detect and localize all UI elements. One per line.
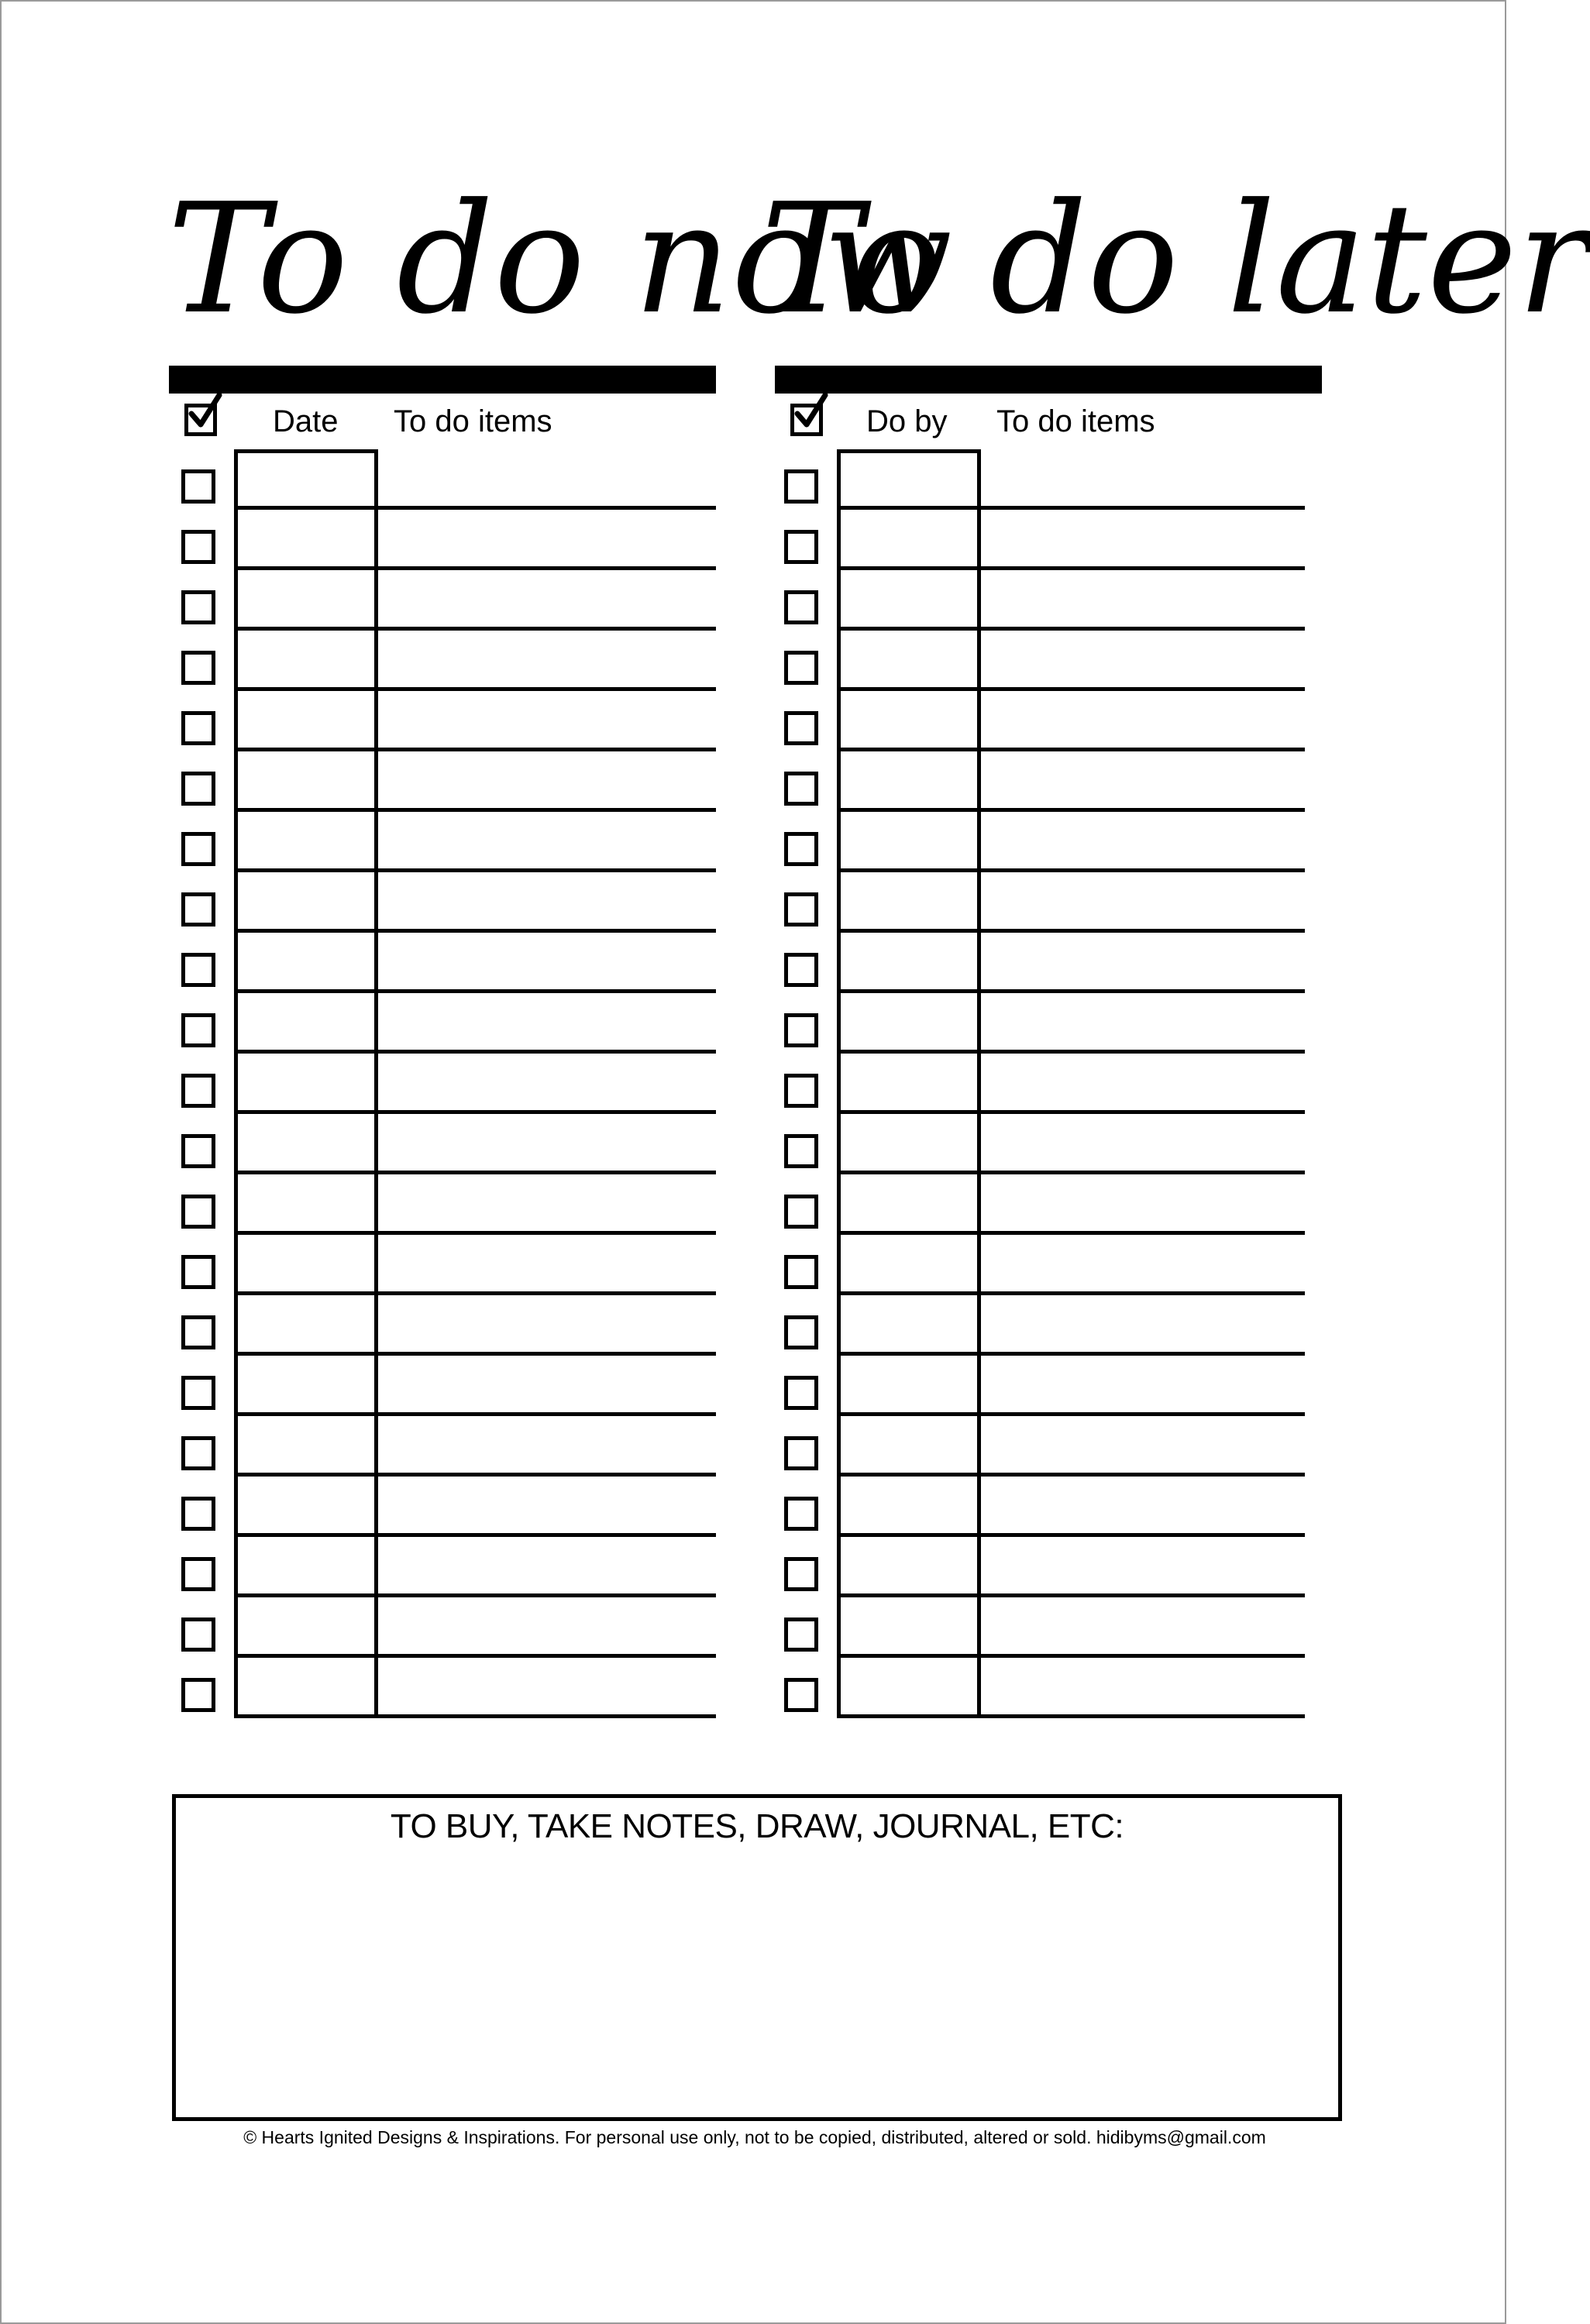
date-cell[interactable] — [837, 631, 981, 691]
item-line[interactable] — [981, 1356, 1305, 1412]
item-line[interactable] — [378, 933, 716, 989]
empty-checkbox-icon[interactable] — [181, 1618, 215, 1652]
empty-checkbox-icon[interactable] — [784, 1618, 818, 1652]
todo-row — [234, 1416, 716, 1477]
date-cell[interactable] — [234, 1597, 378, 1658]
todo-row — [837, 1658, 1305, 1718]
todo-row — [837, 1477, 1305, 1537]
todo-row — [234, 933, 716, 993]
empty-checkbox-icon[interactable] — [784, 1497, 818, 1531]
item-line[interactable] — [981, 691, 1305, 748]
date-cell[interactable] — [234, 1658, 378, 1718]
date-cell[interactable] — [234, 1477, 378, 1537]
date-cell[interactable] — [837, 1658, 981, 1718]
todo-row — [837, 1537, 1305, 1597]
item-line[interactable] — [981, 751, 1305, 808]
todo-row — [837, 1114, 1305, 1174]
date-cell[interactable] — [837, 933, 981, 993]
empty-checkbox-icon[interactable] — [784, 530, 818, 564]
item-line[interactable] — [378, 812, 716, 868]
item-line[interactable] — [378, 691, 716, 748]
item-line[interactable] — [981, 1174, 1305, 1231]
date-cell[interactable] — [234, 872, 378, 933]
date-cell[interactable] — [837, 1477, 981, 1537]
column-header-items: To do items — [996, 404, 1155, 438]
todo-row — [234, 1477, 716, 1537]
item-line[interactable] — [981, 1054, 1305, 1110]
date-cell[interactable] — [837, 872, 981, 933]
item-line[interactable] — [981, 872, 1305, 929]
todo-row — [234, 1356, 716, 1416]
column-header-items: To do items — [394, 404, 552, 438]
date-cell[interactable] — [837, 993, 981, 1054]
date-cell[interactable] — [837, 1295, 981, 1356]
date-cell[interactable] — [837, 449, 981, 510]
empty-checkbox-icon[interactable] — [784, 832, 818, 866]
todo-row — [234, 1054, 716, 1114]
todo-row — [837, 751, 1305, 812]
empty-checkbox-icon[interactable] — [784, 1315, 818, 1349]
date-cell[interactable] — [234, 1295, 378, 1356]
todo-row — [234, 1235, 716, 1295]
empty-checkbox-icon[interactable] — [181, 892, 215, 927]
todo-row — [234, 812, 716, 872]
date-cell[interactable] — [234, 1356, 378, 1416]
item-line[interactable] — [981, 1416, 1305, 1473]
empty-checkbox-icon[interactable] — [181, 1134, 215, 1168]
title-to-do-now: To do now — [167, 171, 953, 348]
todo-row — [837, 1235, 1305, 1295]
todo-row — [837, 449, 1305, 510]
empty-checkbox-icon[interactable] — [181, 1436, 215, 1470]
item-line[interactable] — [981, 1537, 1305, 1593]
item-line[interactable] — [981, 1658, 1305, 1714]
todo-row — [837, 933, 1305, 993]
item-line[interactable] — [378, 449, 716, 506]
empty-checkbox-icon[interactable] — [784, 711, 818, 745]
todo-row — [234, 691, 716, 751]
empty-checkbox-icon[interactable] — [784, 469, 818, 504]
todo-row — [234, 1658, 716, 1718]
column-header-date: Date — [273, 404, 339, 438]
empty-checkbox-icon[interactable] — [181, 469, 215, 504]
item-line[interactable] — [981, 449, 1305, 506]
column-header-do-by: Do by — [866, 404, 948, 438]
item-line[interactable] — [981, 570, 1305, 627]
item-line[interactable] — [378, 993, 716, 1050]
date-cell[interactable] — [837, 751, 981, 812]
item-line[interactable] — [378, 1295, 716, 1352]
item-line[interactable] — [981, 1597, 1305, 1654]
todo-row — [234, 449, 716, 510]
date-cell[interactable] — [837, 1174, 981, 1235]
date-cell[interactable] — [234, 933, 378, 993]
date-cell[interactable] — [234, 1114, 378, 1174]
date-cell[interactable] — [234, 510, 378, 570]
todo-row — [837, 1054, 1305, 1114]
title-underline-bar — [775, 366, 1322, 394]
notes-heading: TO BUY, TAKE NOTES, DRAW, JOURNAL, ETC: — [390, 1807, 1124, 1845]
empty-checkbox-icon[interactable] — [181, 711, 215, 745]
empty-checkbox-icon[interactable] — [784, 1376, 818, 1410]
checked-box-icon — [184, 404, 217, 436]
empty-checkbox-icon[interactable] — [181, 590, 215, 624]
todo-later-list — [837, 449, 1305, 1718]
item-line[interactable] — [378, 751, 716, 808]
date-cell[interactable] — [837, 1537, 981, 1597]
empty-checkbox-icon[interactable] — [784, 1436, 818, 1470]
checked-box-icon — [790, 404, 823, 436]
empty-checkbox-icon[interactable] — [784, 1013, 818, 1047]
todo-row — [234, 751, 716, 812]
empty-checkbox-icon[interactable] — [181, 1678, 215, 1712]
date-cell[interactable] — [837, 1114, 981, 1174]
date-cell[interactable] — [234, 1054, 378, 1114]
empty-checkbox-icon[interactable] — [181, 530, 215, 564]
todo-row — [234, 993, 716, 1054]
date-cell[interactable] — [234, 1537, 378, 1597]
todo-row — [837, 993, 1305, 1054]
date-cell[interactable] — [837, 1235, 981, 1295]
todo-row — [837, 1416, 1305, 1477]
date-cell[interactable] — [234, 1235, 378, 1295]
todo-row — [234, 1537, 716, 1597]
title-to-do-later: To do later — [761, 171, 1590, 348]
todo-row — [234, 1174, 716, 1235]
item-line[interactable] — [981, 631, 1305, 687]
todo-row — [837, 1597, 1305, 1658]
todo-row — [234, 510, 716, 570]
todo-row — [837, 570, 1305, 631]
todo-row — [234, 631, 716, 691]
item-line[interactable] — [981, 1114, 1305, 1171]
empty-checkbox-icon[interactable] — [784, 1255, 818, 1289]
empty-checkbox-icon[interactable] — [181, 953, 215, 987]
todo-row — [234, 872, 716, 933]
date-cell[interactable] — [837, 691, 981, 751]
date-cell[interactable] — [234, 812, 378, 872]
todo-row — [837, 510, 1305, 570]
item-line[interactable] — [378, 1658, 716, 1714]
item-line[interactable] — [378, 570, 716, 627]
date-cell[interactable] — [837, 510, 981, 570]
date-cell[interactable] — [234, 570, 378, 631]
empty-checkbox-icon[interactable] — [784, 953, 818, 987]
empty-checkbox-icon[interactable] — [181, 651, 215, 685]
date-cell[interactable] — [234, 751, 378, 812]
todo-row — [234, 1597, 716, 1658]
todo-row — [837, 1174, 1305, 1235]
item-line[interactable] — [378, 1537, 716, 1593]
date-cell[interactable] — [234, 449, 378, 510]
item-line[interactable] — [981, 1477, 1305, 1533]
item-line[interactable] — [378, 1356, 716, 1412]
empty-checkbox-icon[interactable] — [181, 1074, 215, 1108]
date-cell[interactable] — [234, 631, 378, 691]
todo-row — [837, 1295, 1305, 1356]
empty-checkbox-icon[interactable] — [181, 772, 215, 806]
empty-checkbox-icon[interactable] — [784, 1134, 818, 1168]
empty-checkbox-icon[interactable] — [784, 1557, 818, 1591]
item-line[interactable] — [378, 510, 716, 566]
item-line[interactable] — [378, 1416, 716, 1473]
date-cell[interactable] — [837, 812, 981, 872]
date-cell[interactable] — [837, 570, 981, 631]
title-underline-bar — [169, 366, 716, 394]
date-cell[interactable] — [234, 993, 378, 1054]
item-line[interactable] — [378, 631, 716, 687]
date-cell[interactable] — [234, 691, 378, 751]
item-line[interactable] — [981, 1295, 1305, 1352]
empty-checkbox-icon[interactable] — [784, 1678, 818, 1712]
todo-row — [837, 1356, 1305, 1416]
todo-row — [234, 1295, 716, 1356]
todo-row — [234, 1114, 716, 1174]
notes-box[interactable] — [172, 1794, 1342, 2121]
item-line[interactable] — [378, 1597, 716, 1654]
date-cell[interactable] — [234, 1174, 378, 1235]
item-line[interactable] — [378, 872, 716, 929]
empty-checkbox-icon[interactable] — [784, 892, 818, 927]
date-cell[interactable] — [837, 1356, 981, 1416]
empty-checkbox-icon[interactable] — [784, 590, 818, 624]
empty-checkbox-icon[interactable] — [181, 1557, 215, 1591]
item-line[interactable] — [378, 1477, 716, 1533]
item-line[interactable] — [981, 812, 1305, 868]
empty-checkbox-icon[interactable] — [181, 1013, 215, 1047]
empty-checkbox-icon[interactable] — [181, 1315, 215, 1349]
item-line[interactable] — [378, 1174, 716, 1231]
todo-row — [837, 812, 1305, 872]
todo-row — [234, 570, 716, 631]
empty-checkbox-icon[interactable] — [181, 1497, 215, 1531]
date-cell[interactable] — [837, 1597, 981, 1658]
date-cell[interactable] — [837, 1054, 981, 1114]
item-line[interactable] — [981, 1235, 1305, 1291]
empty-checkbox-icon[interactable] — [784, 772, 818, 806]
todo-now-list — [234, 449, 716, 1718]
todo-row — [837, 872, 1305, 933]
todo-row — [837, 631, 1305, 691]
empty-checkbox-icon[interactable] — [181, 1255, 215, 1289]
date-cell[interactable] — [234, 1416, 378, 1477]
empty-checkbox-icon[interactable] — [784, 1195, 818, 1229]
empty-checkbox-icon[interactable] — [784, 1074, 818, 1108]
item-line[interactable] — [981, 510, 1305, 566]
todo-row — [837, 691, 1305, 751]
item-line[interactable] — [378, 1054, 716, 1110]
empty-checkbox-icon[interactable] — [181, 832, 215, 866]
empty-checkbox-icon[interactable] — [181, 1195, 215, 1229]
item-line[interactable] — [378, 1235, 716, 1291]
item-line[interactable] — [981, 933, 1305, 989]
empty-checkbox-icon[interactable] — [181, 1376, 215, 1410]
item-line[interactable] — [378, 1114, 716, 1171]
date-cell[interactable] — [837, 1416, 981, 1477]
item-line[interactable] — [981, 993, 1305, 1050]
copyright-footer: © Hearts Ignited Designs & Inspirations. For personal use only, not to be copied, distributed, altered or sold. hidibyms@gmail.com — [243, 2127, 1266, 2147]
empty-checkbox-icon[interactable] — [784, 651, 818, 685]
